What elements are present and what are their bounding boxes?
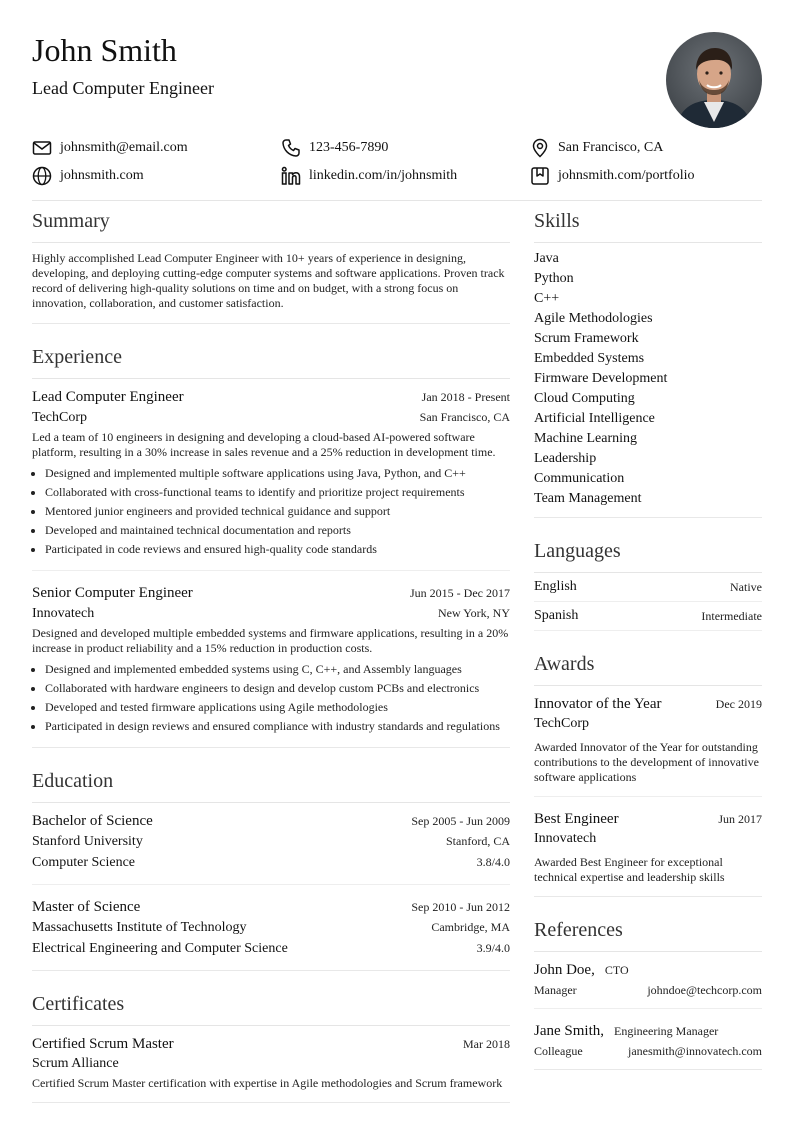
skill-item: Communication — [534, 471, 625, 486]
job-title: Lead Computer Engineer — [32, 389, 184, 405]
experience-heading: Experience — [32, 340, 510, 379]
skill-item: Agile Methodologies — [534, 311, 653, 326]
profile-photo — [666, 32, 762, 128]
skill-item: Leadership — [534, 451, 597, 466]
reference-name: John Doe, — [534, 962, 595, 978]
gpa: 3.9/4.0 — [476, 941, 510, 955]
award-entry — [534, 796, 762, 896]
candidate-title: Lead Computer Engineer — [32, 78, 214, 98]
skills-list — [534, 243, 762, 517]
linkedin-icon — [281, 166, 301, 186]
job-bullet: • Designed and implemented embedded systems using C, C++, and Assembly languages — [45, 660, 510, 679]
certificates-heading: Certificates — [32, 987, 510, 1026]
language-level: Intermediate — [701, 608, 762, 623]
skill-item: Artificial Intelligence — [534, 411, 655, 426]
experience-entry — [32, 379, 510, 570]
reference-position: CTO — [604, 963, 629, 977]
job-dates: Jun 2015 - Dec 2017 — [410, 586, 510, 600]
award-date: Dec 2019 — [715, 697, 762, 711]
job-bullet: • Collaborated with hardware engineers to design and develop custom PCBs and electronics — [45, 679, 510, 698]
header-divider — [32, 200, 762, 201]
education-entry — [32, 803, 510, 884]
contact-location — [530, 138, 762, 158]
skill-item: Cloud Computing — [534, 391, 635, 406]
skill-item: Machine Learning — [534, 431, 638, 446]
award-title: Best Engineer — [534, 811, 619, 827]
portfolio-text[interactable]: johnsmith.com/portfolio — [558, 168, 695, 183]
school: Massachusetts Institute of Technology — [32, 920, 247, 935]
phone-icon — [281, 138, 301, 158]
education-dates: Sep 2005 - Jun 2009 — [411, 814, 510, 828]
phone-text[interactable]: 123-456-7890 — [309, 140, 389, 155]
experience-section — [32, 340, 510, 748]
experience-entry — [32, 570, 510, 747]
job-description: Led a team of 10 engineers in designing and developing a cloud-based AI-powered software platform, resulting in a 30% increase in sales revenue and a 25% reduction in development time. — [32, 430, 496, 459]
certificate-description: Certified Scrum Master certification with expertise in Agile methodologies and Scrum framework — [32, 1076, 503, 1090]
summary-section — [32, 204, 510, 324]
awards-heading: Awards — [534, 647, 762, 686]
skills-heading: Skills — [534, 204, 762, 243]
job-bullet: • Mentored junior engineers and provided technical guidance and support — [45, 502, 510, 521]
language-name: English — [534, 579, 577, 594]
gpa: 3.8/4.0 — [476, 855, 510, 869]
references-section — [534, 913, 762, 1070]
language-item — [534, 602, 762, 631]
school: Stanford University — [32, 834, 143, 849]
skills-section — [534, 204, 762, 518]
map-pin-icon — [530, 138, 550, 158]
skill-item: Team Management — [534, 491, 642, 506]
summary-heading: Summary — [32, 204, 510, 243]
job-bullet: • Participated in code reviews and ensured high-quality code standards — [45, 540, 510, 559]
reference-entry — [534, 1008, 762, 1069]
job-bullet: • Developed and maintained technical documentation and reports — [45, 521, 510, 540]
award-description: Awarded Innovator of the Year for outstanding contributions to the development of innovative software applications — [534, 740, 759, 784]
award-date: Jun 2017 — [718, 812, 762, 826]
education-heading: Education — [32, 764, 510, 803]
job-bullet: • Designed and implemented multiple software applications using Java, Python, and C++ — [45, 464, 510, 483]
certificate-date: Mar 2018 — [463, 1037, 510, 1051]
award-entry — [534, 686, 762, 796]
contact-info — [32, 134, 762, 190]
reference-position: Engineering Manager — [614, 1024, 719, 1038]
portfolio-icon — [530, 166, 550, 186]
languages-section — [534, 534, 762, 631]
job-bullets — [32, 464, 510, 559]
skill-item: Firmware Development — [534, 371, 668, 386]
candidate-name: John Smith — [32, 32, 177, 68]
school-location: Stanford, CA — [446, 834, 510, 848]
job-location: New York, NY — [437, 606, 510, 620]
skill-item: Embedded Systems — [534, 351, 645, 366]
languages-heading: Languages — [534, 534, 762, 573]
job-bullet: • Participated in design reviews and ensured compliance with industry standards and regulations — [45, 717, 510, 736]
language-name: Spanish — [534, 608, 579, 623]
skill-item: C++ — [534, 291, 560, 306]
profile-photo-icon — [666, 32, 762, 128]
job-title: Senior Computer Engineer — [32, 585, 193, 601]
job-bullets — [32, 660, 510, 736]
skill-item: Java — [534, 251, 559, 266]
degree: Master of Science — [32, 899, 141, 915]
website-text[interactable]: johnsmith.com — [60, 168, 144, 183]
skill-item: Scrum Framework — [534, 331, 639, 346]
education-section — [32, 764, 510, 971]
job-description: Designed and developed multiple embedded systems and firmware applications, resulting in a 20% increase in product reliability and a 15% reduction in production costs. — [32, 626, 509, 655]
skill-item: Python — [534, 271, 574, 286]
education-dates: Sep 2010 - Jun 2012 — [411, 900, 510, 914]
degree: Bachelor of Science — [32, 813, 153, 829]
certificate-issuer: Scrum Alliance — [32, 1056, 119, 1071]
school-location: Cambridge, MA — [431, 920, 510, 934]
globe-icon — [32, 166, 52, 186]
reference-email[interactable]: johndoe@techcorp.com — [647, 983, 762, 997]
job-location: San Francisco, CA — [419, 410, 510, 424]
left-column — [32, 204, 510, 1103]
job-company: TechCorp — [32, 410, 88, 425]
field-of-study: Computer Science — [32, 855, 136, 870]
reference-relation: Manager — [534, 983, 577, 997]
education-entry — [32, 884, 510, 970]
reference-relation: Colleague — [534, 1044, 583, 1058]
contact-linkedin[interactable] — [281, 166, 530, 186]
contact-email[interactable] — [32, 138, 281, 158]
email-text[interactable]: johnsmith@email.com — [60, 140, 188, 155]
job-dates: Jan 2018 - Present — [421, 390, 510, 404]
mail-icon — [32, 138, 52, 158]
reference-email[interactable]: janesmith@innovatech.com — [627, 1044, 762, 1058]
awards-section — [534, 647, 762, 897]
language-item — [534, 573, 762, 602]
job-bullet: • Collaborated with cross-functional teams to identify and prioritize project requirements — [45, 483, 510, 502]
contact-phone[interactable] — [281, 138, 530, 158]
certificate-name: Certified Scrum Master — [32, 1036, 174, 1052]
certificates-section — [32, 987, 510, 1103]
field-of-study: Electrical Engineering and Computer Science — [32, 941, 288, 956]
award-org: Innovatech — [534, 831, 597, 846]
certificate-entry — [32, 1026, 510, 1102]
job-company: Innovatech — [32, 606, 95, 621]
linkedin-text[interactable]: linkedin.com/in/johnsmith — [309, 168, 458, 183]
award-description: Awarded Best Engineer for exceptional technical expertise and leadership skills — [534, 855, 725, 884]
references-heading: References — [534, 913, 762, 952]
reference-name: Jane Smith, — [534, 1023, 604, 1039]
contact-portfolio[interactable] — [530, 166, 762, 186]
summary-text: Highly accomplished Lead Computer Engineer with 10+ years of experience in designing, developing, and deploying cutting-edge computer systems and software applications. Proven track record of delivering high-quality solutions on time and on budget, with a strong focus on innovation, collaboration, and customer satisfaction. — [32, 251, 505, 310]
location-text: San Francisco, CA — [558, 140, 664, 155]
contact-website[interactable] — [32, 166, 281, 186]
language-level: Native — [730, 579, 762, 594]
reference-entry — [534, 952, 762, 1008]
job-bullet: • Developed and tested firmware applications using Agile methodologies — [45, 698, 510, 717]
award-org: TechCorp — [534, 716, 590, 731]
award-title: Innovator of the Year — [534, 696, 662, 712]
right-column — [534, 204, 762, 1070]
